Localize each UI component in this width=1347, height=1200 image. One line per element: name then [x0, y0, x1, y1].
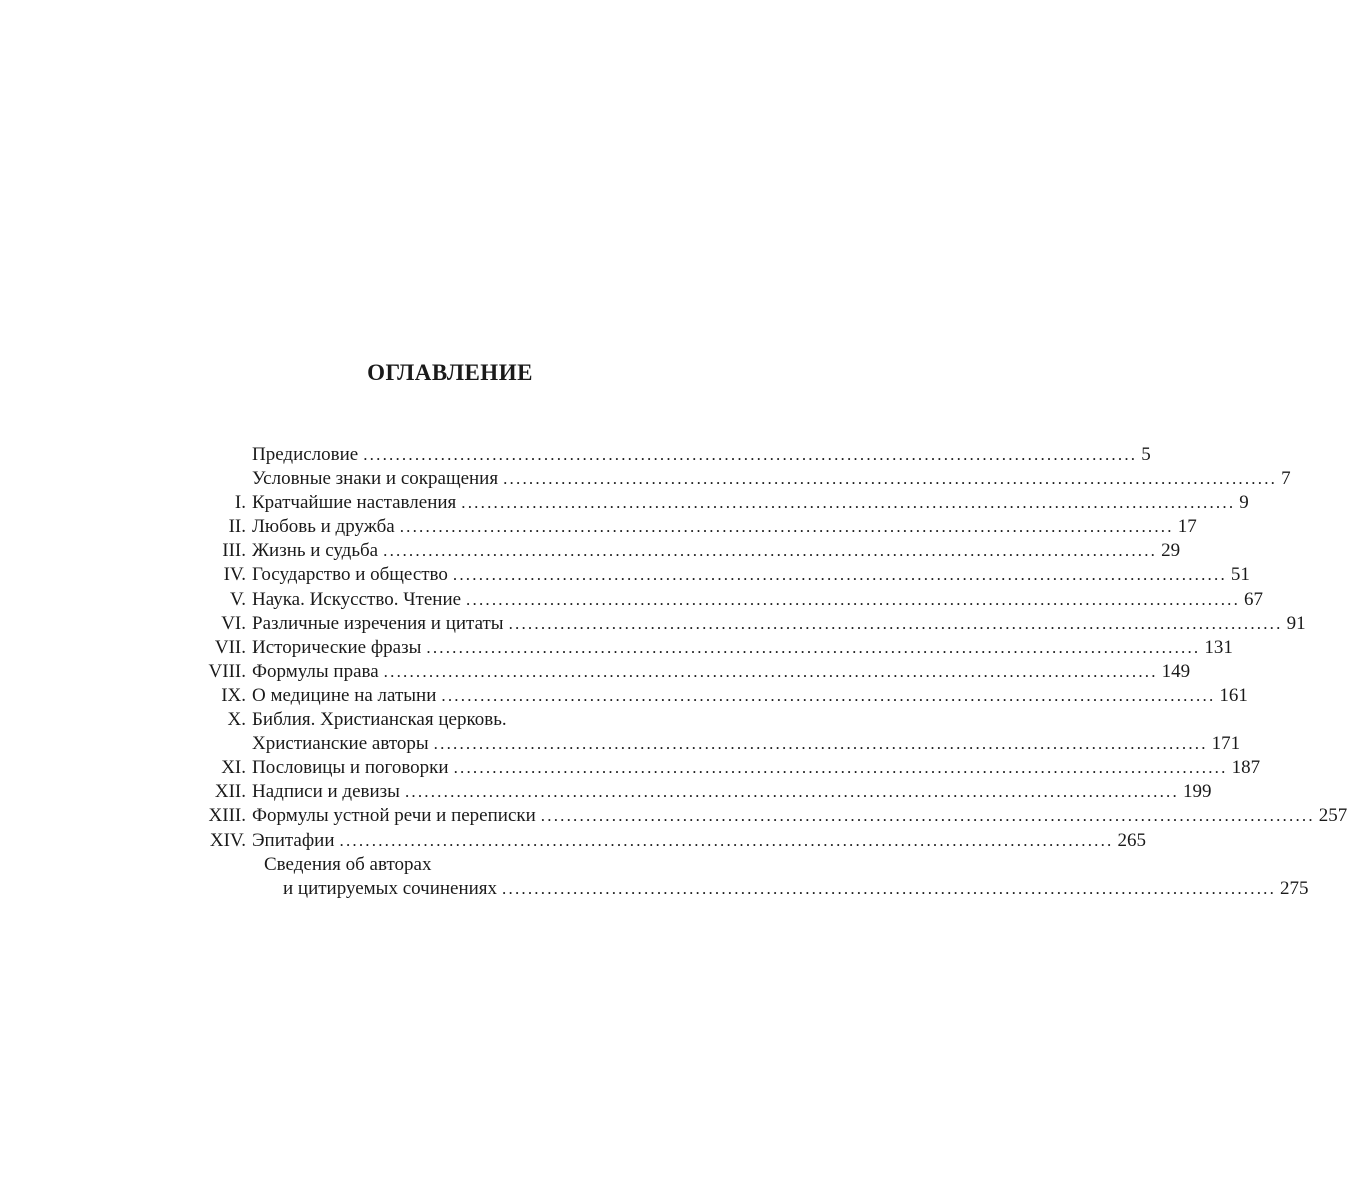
toc-leader-dots: ........................................................................................................................ — [404, 782, 1179, 802]
toc-entry-number: IX. — [221, 684, 246, 706]
toc-leader-dots: ........................................................................................................................ — [540, 806, 1315, 826]
toc-entry-page: 171 — [1211, 733, 1241, 755]
toc-entry-title: Эпитафии — [252, 829, 335, 851]
toc-entry — [0, 756, 1261, 780]
toc-entry-title: Формулы устной речи и переписки — [252, 805, 536, 827]
toc-leader-dots: ........................................................................................................................ — [426, 637, 1201, 657]
toc-entry-number: XII. — [214, 781, 246, 803]
toc-entry-title: Исторические фразы — [252, 636, 422, 658]
toc-entry-page: 275 — [1280, 877, 1309, 899]
toc-entry — [0, 539, 1181, 563]
toc-entry-title: Наука. Искусство. Чтение — [252, 588, 462, 610]
toc-leader-dots: ........................................................................................................................ — [399, 517, 1174, 537]
toc-entry-number: V. — [229, 588, 246, 610]
toc-entry — [0, 588, 1264, 612]
toc-leader-dots: ........................................................................................................................ — [508, 613, 1283, 633]
toc-entry-title: Христианские авторы — [252, 733, 429, 755]
toc-entry — [0, 660, 1191, 684]
toc-leader-dots: ........................................................................................................................ — [383, 541, 1158, 561]
toc-leader-dots: ........................................................................................................................ — [502, 878, 1277, 898]
toc-entry-page: 91 — [1286, 612, 1306, 634]
toc-entry-page: 9 — [1239, 492, 1249, 514]
toc-entry-page: 17 — [1177, 516, 1197, 538]
toc-entry-number: IV. — [223, 564, 246, 586]
toc-entry-page: 7 — [1281, 468, 1291, 490]
toc-entry-title: Пословицы и поговорки — [252, 757, 449, 779]
toc-entry-title: Библия. Христианская церковь. — [252, 709, 507, 731]
toc-entry — [0, 877, 1309, 901]
toc-entry-title: О медицине на латыни — [252, 684, 437, 706]
toc-entry-title: Надписи и девизы — [252, 781, 400, 803]
toc-entry-title: Жизнь и судьба — [252, 540, 379, 562]
toc-entry-page: 265 — [1117, 829, 1146, 851]
toc-entry — [0, 563, 1250, 587]
toc-entry — [0, 853, 900, 877]
toc-entry — [0, 732, 1241, 756]
toc-entry — [0, 443, 1151, 467]
toc-entry — [0, 491, 1249, 515]
toc-leader-dots: ........................................................................................................................ — [461, 493, 1236, 513]
toc-entry-page: 67 — [1244, 588, 1264, 610]
toc-entry-title: Условные знаки и сокращения — [252, 468, 499, 490]
toc-entry-number: X. — [227, 709, 246, 731]
toc-entry-number: III. — [222, 540, 246, 562]
toc-entry-number: I. — [234, 492, 246, 514]
toc-leader-dots: ........................................................................................................................ — [441, 685, 1216, 705]
toc-leader-dots: ........................................................................................................................ — [363, 445, 1138, 464]
toc-entry — [0, 467, 1291, 491]
toc-entry-number: XIV. — [209, 829, 246, 851]
toc-entry-page: 199 — [1182, 781, 1212, 803]
page-title: ОГЛАВЛЕНИЕ — [367, 360, 533, 385]
toc-leader-dots: ........................................................................................................................ — [383, 661, 1158, 681]
toc-entry-title: Различные изречения и цитаты — [252, 612, 504, 634]
toc-entry-title: Предисловие — [252, 444, 359, 465]
toc-entry-number: VI. — [221, 612, 246, 634]
toc-entry-number: XIII. — [208, 805, 246, 827]
toc-entry-page: 187 — [1231, 757, 1261, 779]
toc-entry-page: 149 — [1161, 660, 1191, 682]
toc-entry-page: 29 — [1161, 540, 1181, 562]
toc-entry-number: XI. — [221, 757, 246, 779]
toc-entry-title: Сведения об авторах — [264, 853, 432, 875]
toc-entry-page: 51 — [1230, 564, 1250, 586]
toc-entry-page: 131 — [1204, 636, 1233, 658]
toc-leader-dots: ........................................................................................................................ — [466, 589, 1241, 609]
toc-leader-dots: ........................................................................................................................ — [452, 565, 1227, 585]
toc-entry — [0, 636, 1233, 660]
toc-entry — [0, 684, 1248, 708]
toc-entry — [0, 612, 1306, 636]
toc-entry-title: Государство и общество — [252, 564, 448, 586]
toc-entry-number: VII. — [214, 636, 246, 658]
toc-leader-dots: ........................................................................................................................ — [339, 830, 1114, 850]
toc-entry-title: и цитируемых сочинениях — [283, 877, 498, 899]
toc-leader-dots: ........................................................................................................................ — [453, 758, 1228, 778]
toc-leader-dots: ........................................................................................................................ — [503, 469, 1278, 489]
toc-leader-dots: ........................................................................................................................ — [433, 734, 1208, 754]
toc-entry — [0, 515, 1197, 539]
toc-entry — [0, 780, 1212, 804]
toc-entry-page: 5 — [1141, 444, 1151, 465]
toc-entry-title: Формулы права — [252, 660, 379, 682]
toc-entry-number: VIII. — [208, 660, 246, 682]
toc-entry — [0, 804, 1347, 828]
toc-entry-page: 257 — [1318, 805, 1347, 827]
table-of-contents — [0, 443, 1347, 901]
toc-entry-number: II. — [228, 516, 246, 538]
toc-entry-title: Любовь и дружба — [252, 516, 395, 538]
toc-entry-page: 161 — [1219, 684, 1248, 706]
toc-entry — [0, 708, 900, 732]
toc-entry — [0, 829, 1146, 853]
toc-entry-title: Кратчайшие наставления — [252, 492, 457, 514]
